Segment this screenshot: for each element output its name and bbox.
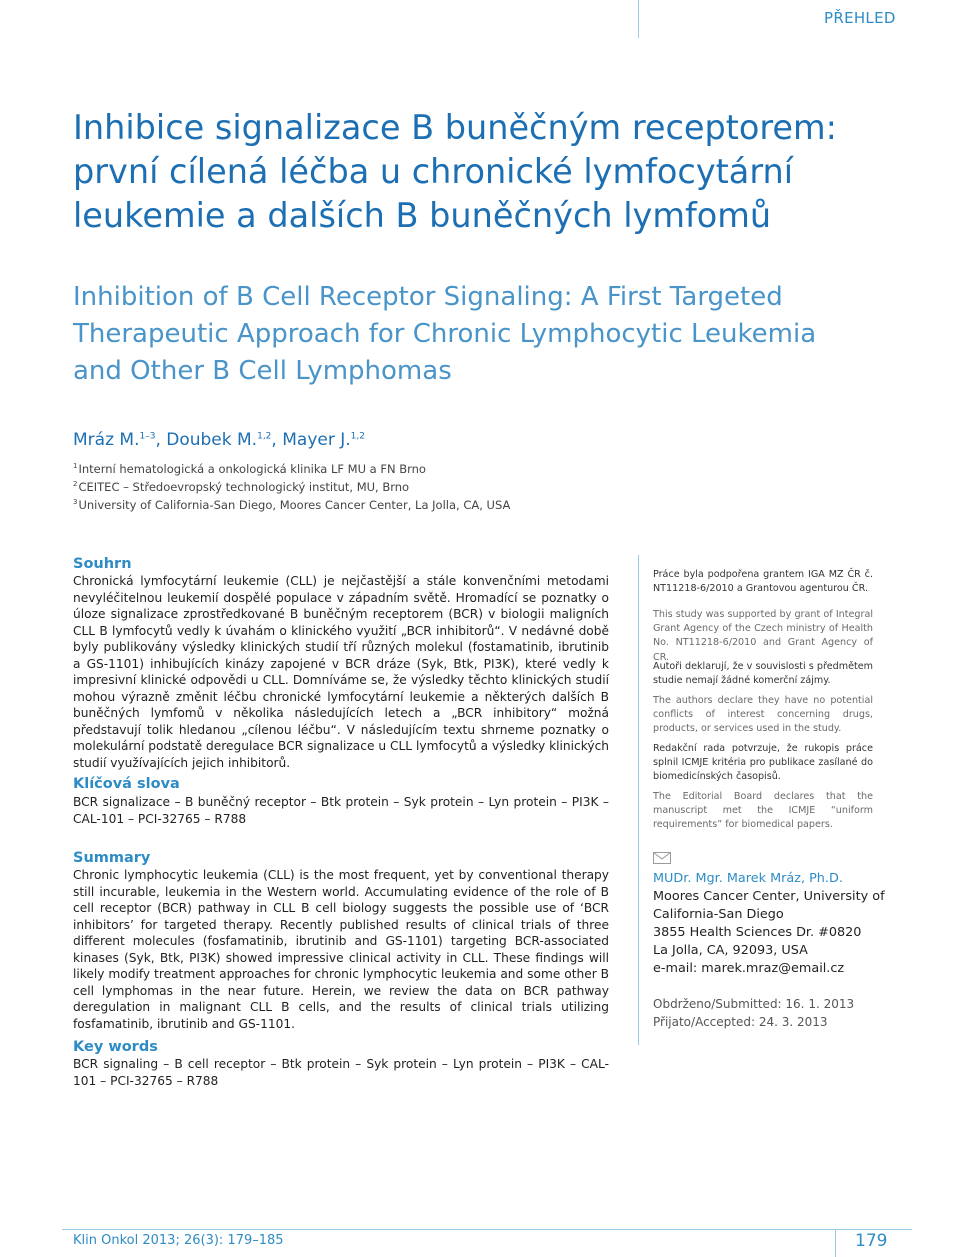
- article-title-english: [73, 279, 873, 390]
- author-affiliation-mark: 1–3: [139, 431, 156, 442]
- article-title-czech: [73, 106, 873, 238]
- contact-address-line: California-San Diego: [653, 907, 784, 922]
- summary-text: Chronic lymphocytic leukemia (CLL) is the most frequent, yet by conventional therapy still incurable, leukemia in the Western world. Accumulating evidence of the role of B cell receptor (BCR) pathway in CLL B cell biology suggests the possible use of ‘BCR inhibitors’ for targeted therapy. Recently published results of clinical trials of three different molecules (fosfamatinib, ibrutinib and GS-1101) targeting BCR-associated kinases (Syk, Btk, PI3K) showed impressive clinical activity in CLL. These findings will likely modify treatment approaches for chronic lymphocytic leukemia and some other B cell lymphomas in the near future. Herein, we review the data on BCR pathway deregulation in malignant CLL B cells, and the results of clinical trials utilizing fosfamatinib, ibrutinib and GS-1101.: [73, 868, 609, 1031]
- author-name: Doubek M.: [166, 430, 258, 450]
- grant-note-czech: Práce byla podpořena grantem IGA MZ ČR č. NT11218-6/2010 a Grantovou agenturou ČR.: [653, 569, 873, 595]
- title-line: and Other B Cell Lymphomas: [73, 356, 452, 386]
- column-divider: [638, 555, 639, 1045]
- affiliation-text: University of California-San Diego, Moores Cancer Center, La Jolla, CA, USA: [78, 498, 511, 512]
- title-line: první cílená léčba u chronické lymfocytární: [73, 152, 794, 191]
- contact-address-line: Moores Cancer Center, University of: [653, 889, 885, 904]
- header-divider: [638, 0, 639, 38]
- key-words-heading: Key words: [73, 1039, 158, 1055]
- author-name: Mayer J.: [282, 430, 351, 450]
- affiliation-number: 1: [73, 462, 78, 471]
- grant-note-english: This study was supported by grant of Integral Grant Agency of the Czech ministry of Health No. NT11218-6/2010 and Grant Agency of CR.: [653, 609, 873, 663]
- souhrn-heading: Souhrn: [73, 556, 132, 572]
- contact-address-line: 3855 Health Sciences Dr. #0820: [653, 925, 862, 940]
- coi-note-czech: Autoři deklarují, že v souvislosti s předmětem studie nemají žádné komerční zájmy.: [653, 661, 873, 687]
- affiliation-number: 2: [73, 480, 78, 489]
- affiliation: [73, 462, 426, 476]
- author-affiliation-mark: 1,2: [350, 431, 365, 442]
- title-line: Inhibition of B Cell Receptor Signaling: A First Targeted: [73, 282, 783, 312]
- summary-heading: Summary: [73, 850, 151, 866]
- contact-name: MUDr. Mgr. Marek Mráz, Ph.D.: [653, 871, 843, 886]
- souhrn-text: Chronická lymfocytární leukemie (CLL) je nejčastější a stále konvenčními metodami nevyléčitelnou leukemií dospělé populace v západním světě. Hromadící se poznatky o úloze signalizace zprostředkované B buněčným receptorem (BCR) v biologii maligních CLL B lymfocytů vedly k úvahám o klinického využití „BCR inhibitorů“. V nedávné době byly publikovány výsledky klinických studií tří různých molekul (fostamatinib, ibrutinib a GS-1101) inhibujících kinázy zapojené v BCR dráze (Syk, Btk, PI3K), které vedly k impresivní klinické odpovědi u CLL. Domníváme se, že výsledky těchto klinických studií mohou výrazně změnit léčbu chronické lymfocytární leukemie a některých dalších B buněčných lymfomů v několika následujících letech a „BCR inhibitory“ možná představují tolik hledanou „cílenou léčbu“. V následujícím textu shrneme poznatky o molekulární podstatě deregulace BCR signalizace u CLL lymfocytů a výsledky klinických studií využívajících jejich inhibitorů.: [73, 574, 609, 770]
- affiliation: [73, 498, 510, 512]
- title-line: Therapeutic Approach for Chronic Lymphocytic Leukemia: [73, 319, 817, 349]
- author-affiliation-mark: 1,2: [257, 431, 272, 442]
- author-separator: ,: [271, 430, 283, 450]
- affiliation-text: CEITEC – Středoevropský technologický institut, MU, Brno: [78, 480, 410, 494]
- affiliation-number: 3: [73, 498, 78, 507]
- footer-page-divider: [835, 1229, 836, 1257]
- icmje-note-czech: Redakční rada potvrzuje, že rukopis práce splnil ICMJE kritéria pro publikace zasílané do biomedicínských časopisů.: [653, 743, 873, 783]
- section-label: PŘEHLED: [824, 9, 896, 27]
- author-list: [73, 430, 365, 450]
- contact-address-line: La Jolla, CA, 92093, USA: [653, 943, 808, 958]
- author-separator: ,: [155, 430, 167, 450]
- envelope-icon: [653, 852, 671, 864]
- klicova-slova-text: BCR signalizace – B buněčný receptor – Btk protein – Syk protein – Lyn protein – PI3K – CAL-101 – PCI-32765 – R788: [73, 795, 609, 826]
- author-name: Mráz M.: [73, 430, 140, 450]
- submitted-date: Obdrženo/Submitted: 16. 1. 2013: [653, 997, 855, 1011]
- affiliation: [73, 480, 409, 494]
- klicova-slova-heading: Klíčová slova: [73, 776, 180, 792]
- key-words-text: BCR signaling – B cell receptor – Btk protein – Syk protein – Lyn protein – PI3K – CAL-101 – PCI-32765 – R788: [73, 1057, 609, 1088]
- title-line: Inhibice signalizace B buněčným receptorem:: [73, 108, 837, 147]
- coi-note-english: The authors declare they have no potential conflicts of interest concerning drugs, products, or services used in the study.: [653, 695, 873, 735]
- page-number: 179: [855, 1231, 888, 1251]
- footer-divider: [62, 1229, 912, 1230]
- accepted-date: Přijato/Accepted: 24. 3. 2013: [653, 1015, 828, 1029]
- affiliation-text: Interní hematologická a onkologická klinika LF MU a FN Brno: [78, 462, 426, 476]
- icmje-note-english: The Editorial Board declares that the manuscript met the ICMJE “uniform requirements” for biomedical papers.: [653, 791, 873, 831]
- contact-email: e-mail: marek.mraz@email.cz: [653, 961, 845, 976]
- title-line: leukemie a dalších B buněčných lymfomů: [73, 196, 772, 235]
- journal-citation: Klin Onkol 2013; 26(3): 179–185: [73, 1233, 284, 1248]
